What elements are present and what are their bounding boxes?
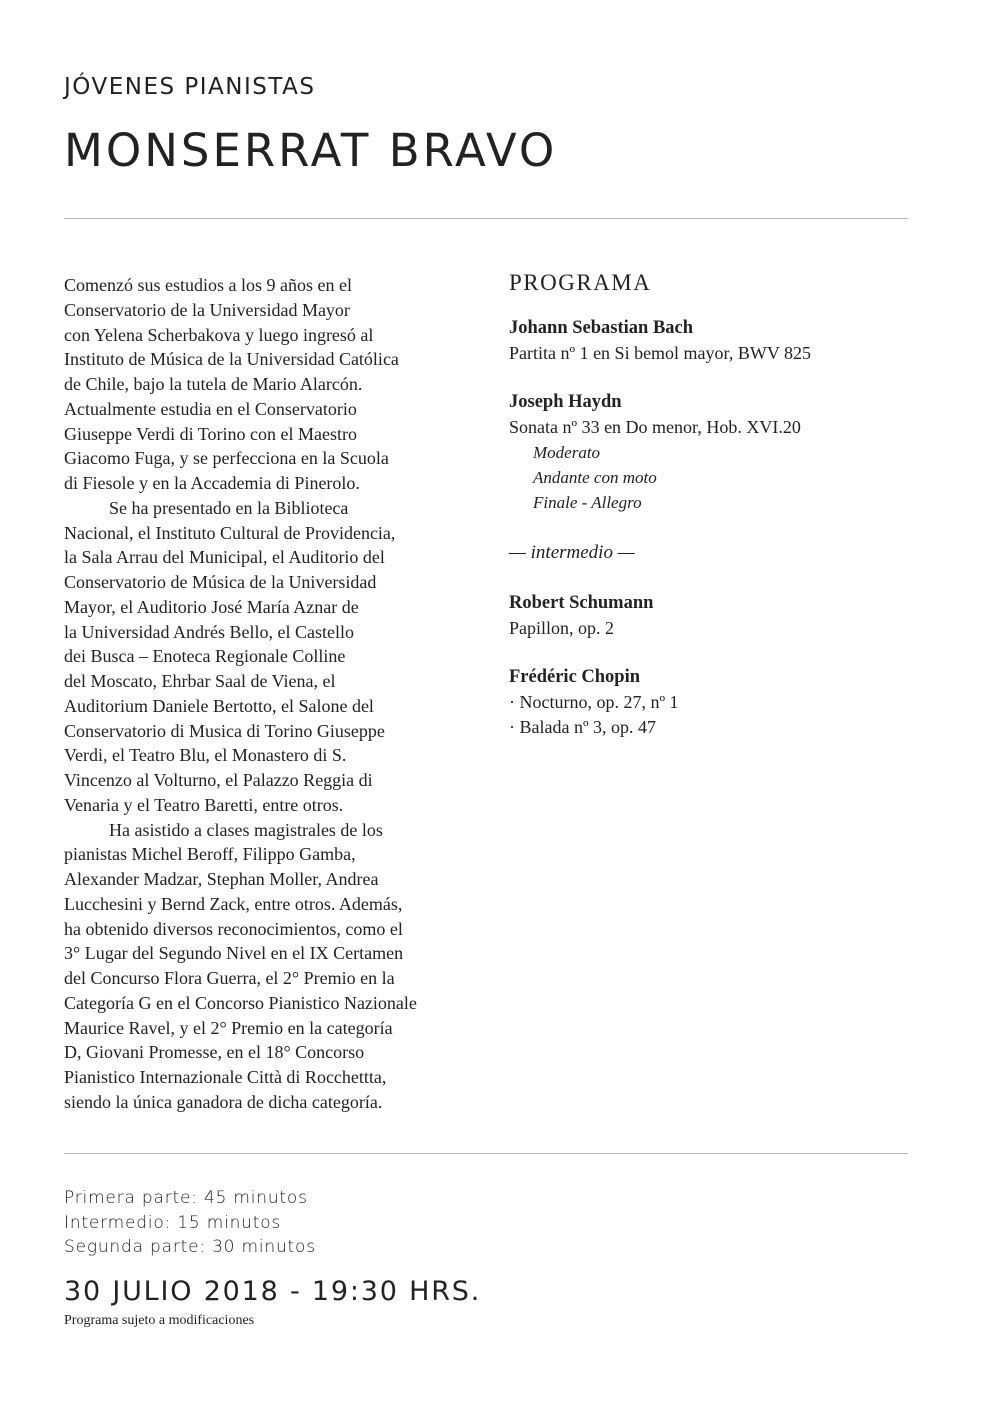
work-title: · Nocturno, op. 27, nº 1: [509, 692, 679, 712]
composer-name: Robert Schumann: [509, 593, 654, 613]
intermission-label: — intermedio —: [509, 542, 635, 563]
work-title: Partita nº 1 en Si bemol mayor, BWV 825: [509, 343, 811, 363]
biography: [64, 273, 474, 1115]
pianist-name: MONSERRAT BRAVO: [64, 124, 558, 177]
duration-line: Intermedio: 15 minutos: [64, 1212, 282, 1233]
top-divider: [64, 218, 908, 219]
composer-name: Frédéric Chopin: [509, 667, 641, 687]
durations: [64, 1186, 316, 1260]
work-title: · Balada nº 3, op. 47: [509, 717, 657, 737]
bottom-divider: [64, 1153, 908, 1154]
bio-paragraph: Se ha presentado en la Biblioteca Nacional, el Instituto Cultural de Providencia, la Sala Arrau del Municipal, el Auditorio del Conservatorio de Música de la Universidad Mayor, el Auditorio José María Aznar de la Universidad Andrés Bello, el Castello dei Busca – Enoteca Regionale Colline del Moscato, Ehrbar Saal de Viena, el Auditorium Daniele Bertotto, el Salone del Conservatorio di Musica di Torino Giuseppe Verdi, el Teatro Blu, el Monastero di S. Vincenzo al Volturno, el Palazzo Reggia di Venaria y el Teatro Baretti, entre otros.: [64, 497, 396, 815]
program: [509, 270, 909, 764]
program-item-bach: [509, 316, 909, 366]
program-note: Programa sujeto a modificaciones: [64, 1313, 255, 1328]
duration-line: Segunda parte: 30 minutos: [64, 1237, 316, 1257]
movement: Moderato: [533, 443, 601, 462]
event-date: 30 JULIO 2018 - 19:30 HRS.: [64, 1276, 482, 1307]
program-title: PROGRAMA: [509, 270, 652, 295]
work-title: Papillon, op. 2: [509, 618, 615, 638]
composer-name: Joseph Haydn: [509, 392, 622, 412]
movement: Andante con moto: [533, 468, 657, 487]
bio-paragraph: Comenzó sus estudios a los 9 años en el Conservatorio de la Universidad Mayor con Yelena Scherbakova y luego ingresó al Instituto de Música de la Universidad Católica de Chile, bajo la tutela de Mario Alarcón. Actualmente estudia en el Conservatorio Giuseppe Verdi di Torino con el Maestro Giacomo Fuga, y se perfecciona en la Scuola di Fiesole y en la Accademia di Pinerolo.: [64, 275, 399, 493]
duration-line: Primera parte: 45 minutos: [64, 1188, 308, 1208]
composer-name: Johann Sebastian Bach: [509, 318, 694, 338]
program-item-chopin: [509, 665, 909, 740]
work-title: Sonata nº 33 en Do menor, Hob. XVI.20: [509, 417, 801, 437]
bio-paragraph: Ha asistido a clases magistrales de los pianistas Michel Beroff, Filippo Gamba, Alexander Madzar, Stephan Moller, Andrea Lucchesini y Bernd Zack, entre otros. Además, ha obtenido diversos reconocimientos, como el 3° Lugar del Segundo Nivel en el IX Certamen del Concurso Flora Guerra, el 2° Premio en la Categoría G en el Concorso Pianistico Nazionale Maurice Ravel, y el 2° Premio en la categoría D, Giovani Promesse, en el 18° Concorso Pianistico Internazionale Città di Rocchettta, siendo la única ganadora de dicha categoría.: [64, 819, 417, 1112]
series-title: JÓVENES PIANISTAS: [64, 74, 316, 100]
program-item-schumann: [509, 591, 909, 641]
program-item-haydn: [509, 390, 909, 515]
movement: Finale - Allegro: [533, 493, 642, 512]
